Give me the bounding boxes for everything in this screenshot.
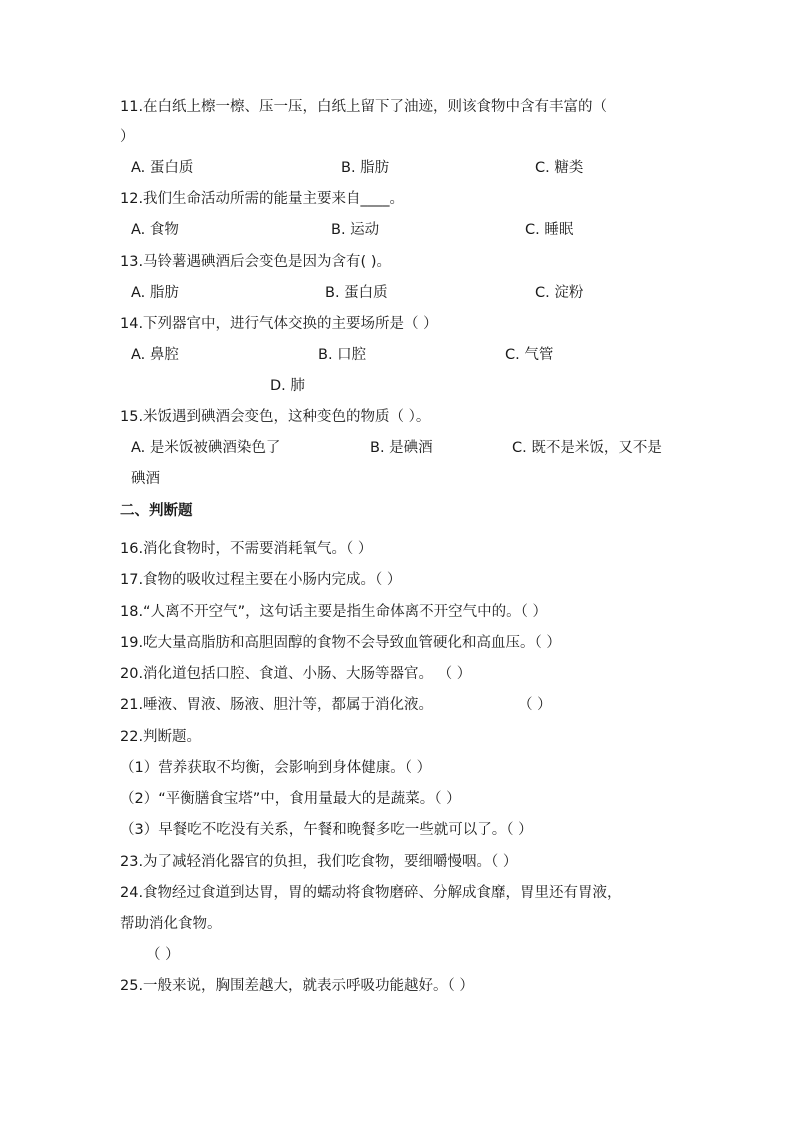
q13-option-c: C. 淀粉 [535,285,584,301]
item-17: 17.食物的吸收过程主要在小肠内完成。（ ） [120,572,402,588]
q15-option-a: A. 是米饭被碘酒染色了 [131,440,281,456]
item-24-line1: 24.食物经过食道到达胃，胃的蠕动将食物磨碎、分解成食靡，胃里还有胃液， [120,885,622,901]
item-21-bracket: （ ） [518,697,552,713]
item-22-2: （2）“平衡膳食宝塔”中，食用量最大的是蔬菜。（ ） [120,791,461,807]
q14-option-d: D. 肺 [270,378,305,394]
q11-stem-line1: 11.在白纸上檫一檫、压一压，白纸上留下了油迹，则该食物中含有丰富的（ [120,99,608,115]
item-24-bracket: （ ） [146,947,180,963]
item-22-1: （1）营养获取不均衡，会影响到身体健康。（ ） [120,760,432,776]
q15-option-c-wrap: 碘酒 [131,471,160,487]
q11-option-a: A. 蛋白质 [131,160,194,176]
q12-option-b: B. 运动 [331,222,380,238]
q15-option-b: B. 是碘酒 [370,440,433,456]
item-22-3: （3）早餐吃不吃没有关系，午餐和晚餐多吃一些就可以了。（ ） [120,822,533,838]
item-21: 21.唾液、胃液、肠液、胆汁等，都属于消化液。 [120,697,434,713]
q13-stem: 13.马铃薯遇碘酒后会变色是因为含有( )。 [120,254,391,270]
q12-option-a: A. 食物 [131,222,179,238]
q12-stem: 12.我们生命活动所需的能量主要来自____。 [120,191,405,207]
q14-option-c: C. 气管 [505,347,554,363]
q13-option-b: B. 蛋白质 [325,285,388,301]
q15-option-c: C. 既不是米饭，又不是 [512,440,662,456]
q13-option-a: A. 脂肪 [131,285,179,301]
q12-option-c: C. 睡眠 [525,222,574,238]
item-18: 18.“人离不开空气”，这句话主要是指生命体离不开空气中的。（ ） [120,604,547,620]
q11-option-b: B. 脂肪 [341,160,390,176]
q11-stem-line2: ） [120,129,135,145]
q11-option-c: C. 糖类 [535,160,584,176]
item-20: 20.消化道包括口腔、食道、小肠、大肠等器官。 （ ） [120,666,472,682]
item-24-line2: 帮助消化食物。 [120,916,222,932]
q14-option-b: B. 口腔 [318,347,367,363]
item-16: 16.消化食物时，不需要消耗氧气。（ ） [120,541,373,557]
item-22: 22.判断题。 [120,729,202,745]
item-25: 25.一般来说，胸围差越大，就表示呼吸功能越好。（ ） [120,978,474,994]
q14-option-a: A. 鼻腔 [131,347,179,363]
q15-stem: 15.米饭遇到碘酒会变色，这种变色的物质（ ）。 [120,409,431,425]
item-19: 19.吃大量高脂肪和高胆固醇的食物不会导致血管硬化和高血压。（ ） [120,635,561,651]
item-23: 23.为了减轻消化器官的负担，我们吃食物，要细嚼慢咽。（ ） [120,854,518,870]
q14-stem: 14.下列器官中，进行气体交换的主要场所是（ ） [120,316,438,332]
section-heading: 二、判断题 [120,503,193,519]
